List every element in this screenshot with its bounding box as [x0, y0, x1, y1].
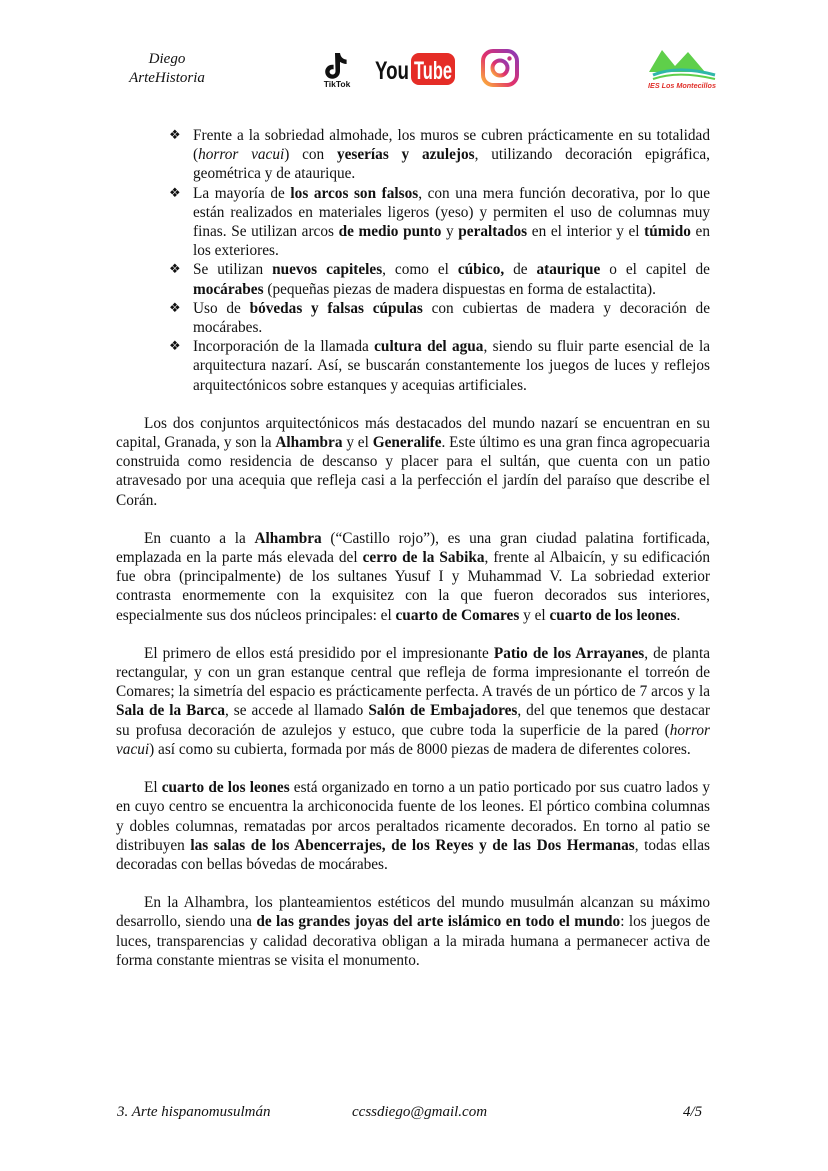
youtube-tube-text: Tube [414, 57, 453, 85]
bullet-diamond-icon: ❖ [169, 262, 181, 278]
header-author [112, 50, 222, 88]
youtube-logo-icon[interactable] [374, 49, 456, 87]
bullet-diamond-icon: ❖ [169, 300, 181, 316]
main-content [116, 126, 710, 970]
paragraph-conjuntos: Los dos conjuntos arquitectónicos más destacados del mundo nazarí se encuentran en su capital, Granada, y son la Alhambra y el Generalife. Este último es una gran finca agropecuaria construida como residencia de descanso y placer para el sultán, que cuenta con un patio atravesado por una acequia que refleja casi a la perfección el jardín del paraíso que describe el Corán. [116, 414, 711, 509]
spacer [116, 395, 710, 414]
bullet-diamond-icon: ❖ [169, 185, 181, 201]
footer-chapter: 3. Arte hispanomusulmán [117, 1104, 271, 1120]
footer-email[interactable]: ccssdiego@gmail.com [352, 1104, 488, 1120]
list-item: ❖ Se utilizan nuevos capiteles, como el cúbico, de ataurique o el capitel de mocárabes (pequeñas piezas de madera dispuestas en forma de estalactita). [169, 261, 710, 298]
spacer [116, 625, 710, 644]
tiktok-label: TikTok [323, 79, 351, 89]
spacer [116, 759, 710, 778]
list-item: ❖ Frente a la sobriedad almohade, los muros se cubren prácticamente en su totalidad (horror vacui) con yeserías y azulejos, utilizando decoración epigráfica, geométrica y de ataurique. [169, 127, 710, 183]
author-name: Diego [148, 51, 186, 67]
ies-label: IES Los Montecillos [648, 81, 716, 90]
bullet-diamond-icon: ❖ [169, 128, 181, 143]
bullet-diamond-icon: ❖ [169, 339, 181, 355]
page-number: 4/5 [683, 1104, 703, 1120]
paragraph-conclusion: En la Alhambra, los planteamientos estéticos del mundo musulmán alcanzan su máximo desarrollo, siendo una de las grandes joyas del arte islámico en todo el mundo: los juegos de luces, transparencias y calidad decorativa obligan a la mirada humana a permanecer activa de forma constante mientras se visita el monumento. [116, 894, 710, 969]
list-item: ❖ La mayoría de los arcos son falsos, con una mera función decorativa, por lo que están realizados en materiales ligeros (yeso) y permiten el uso de columnas muy finas. Se utilizan arcos de medio punto y peraltados en el interior y el túmido en los exteriores. [169, 184, 710, 260]
spacer [116, 510, 710, 529]
ies-los-montecillos-logo-icon[interactable] [645, 42, 719, 90]
site-name: ArteHistoria [129, 70, 205, 86]
spacer [116, 874, 710, 893]
tiktok-logo-icon[interactable] [318, 50, 356, 88]
paragraph-arrayanes: El primero de ellos está presidido por el impresionante Patio de los Arrayanes, de planta rectangular, y con un gran estanque central que refleja de forma impresionante el torreón de Comares; la simetría del espacio es prácticamente perfecta. A través de un pórtico de 7 arcos y la Sala de la Barca, se accede al llamado Salón de Embajadores, del que tenemos que destacar su profusa decoración de azulejos y estuco, que cubre toda la superficie de la pared (horror vacui) así como su cubierta, formada por más de 8000 piezas de madera de diferentes colores. [116, 644, 710, 758]
list-item: ❖ Uso de bóvedas y falsas cúpulas con cubiertas de madera y decoración de mocárabes. [169, 299, 710, 337]
youtube-you-text: You [375, 57, 409, 85]
paragraph-leones: El cuarto de los leones está organizado en torno a un patio porticado por sus cuatro lados y en cuyo centro se encuentra la archiconocida fuente de los leones. El pórtico combina columnas y dobles columnas, rematadas por arcos peraltados ricamente decorados. En torno al patio se distribuyen las salas de los Abencerrajes, de los Reyes y de las Dos Hermanas, todas ellas decoradas con bellas bóvedas de mocárabes. [116, 779, 711, 873]
instagram-logo-icon[interactable] [480, 48, 520, 88]
features-list [116, 126, 710, 395]
paragraph-alhambra: En cuanto a la Alhambra (“Castillo rojo”), es una gran ciudad palatina fortificada, emplazada en la parte más elevada del cerro de la Sabika, frente al Albaicín, y su edificación fue obra (principalmente) de los sultanes Yusuf I y Muhammad V. La sobriedad exterior contrasta enormemente con la exquisitez con la que fueron decorados sus interiores, especialmente sus dos núcleos principales: el cuarto de Comares y el cuarto de los leones. [116, 529, 710, 624]
list-item: ❖ Incorporación de la llamada cultura del agua, siendo su fluir parte esencial de la arquitectura nazarí. Así, se buscarán constantemente los juegos de luces y reflejos arquitectónicos sobre estanques y acequias artificiales. [169, 338, 710, 394]
